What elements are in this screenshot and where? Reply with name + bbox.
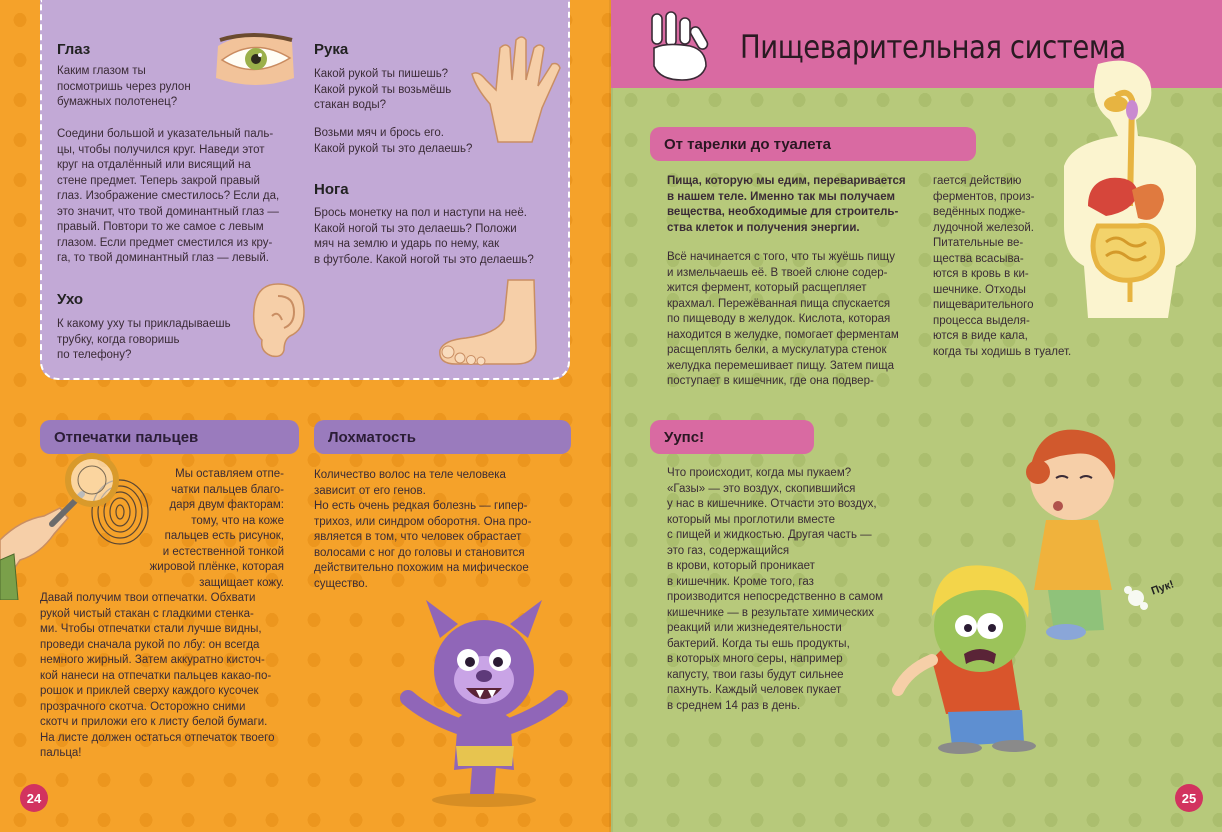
plate-lead: Пища, которую мы едим, переваривается в нашем теле. Именно так мы получаем вещества, необходимые для строитель- ства клеток и получения энергии. <box>667 175 906 234</box>
fart-sound-text: Пук! <box>1149 578 1176 598</box>
plate-body: Всё начинается с того, что ты жуёшь пищу и измельчаешь её. В твоей слюне содер- жится фермент, который расщепляет крахмал. Пережёванная пища спускается по пищеводу в желудок. Кислота, которая находится в желудке, помогает ферментам расщеплять белки, а мускулатура стенок желудка перемешивает пищу. Затем пища поступает в кишечник, где она подвер- <box>667 251 899 387</box>
eye-heading: Глаз <box>57 41 91 58</box>
fingerprints-heading: Отпечатки пальцев <box>54 428 199 446</box>
book-gutter <box>609 0 613 832</box>
fingerprints-heading-pill <box>40 420 299 454</box>
digestive-system-illustration <box>1058 56 1202 318</box>
page-number-right: 25 <box>1175 784 1203 812</box>
eye-intro: Каким глазом ты посмотришь через рулон бумажных полотенец? <box>57 65 191 108</box>
leg-heading: Нога <box>314 181 349 198</box>
hand-intro: Какой рукой ты пишешь? Какой рукой ты возьмёшь стакан воды? <box>314 68 452 111</box>
oops-heading-pill <box>650 420 814 454</box>
plate-heading-pill <box>650 127 976 161</box>
page-number-left: 24 <box>20 784 48 812</box>
magnifier-fingerprint-illustration <box>0 450 160 600</box>
oops-body: Что происходит, когда мы пукаем? «Газы» — это воздух, скопившийся у нас в кишечнике. Отчасти это воздух, который мы проглотили вместе с пищей и жидкостью. Другая часть — это газ, содержащийся в крови, который проникает в кишечник. Кроме того, газ производится непосредственно в самом кишечнике — в результате химических реакций или жизнедеятельности бактерий. Когда ты ешь продукты, в которых много серы, например капусту, твои газы будут сильнее пахнуть. Каждый человек пукает в среднем 14 раз в день. <box>667 467 883 712</box>
hairiness-heading-pill <box>314 420 571 454</box>
werewolf-illustration <box>396 598 572 808</box>
oops-heading: Уупс! <box>664 428 705 446</box>
ear-illustration <box>248 280 308 358</box>
hand-body: Возьми мяч и брось его. Какой рукой ты это делаешь? <box>314 127 473 155</box>
hairiness-body: Количество волос на теле человека зависит от его генов. Но есть очень редкая болезнь — гипер- трихоз, или синдром оборотня. Она про- является в том, что человек обрастает волосами с ног до головы и становится действительно похожим на мифическое существо. <box>314 469 532 590</box>
eye-body: Соедини большой и указательный паль- цы, чтобы получился круг. Наведи этот круг на отдалённый или висящий на стене предмет. Теперь закрой правый глаз. Изображение сместилось? Если да, это значит, что твой доминантный глаз — правый. Повтори то же самое с левым глазом. Если предмет сместился из кру- га, то твой доминантный глаз — левый. <box>57 128 280 264</box>
hairiness-heading: Лохматость <box>328 428 416 446</box>
fingerprints-intro: Мы оставляем отпе- чатки пальцев благо- даря двум факторам: тому, что на коже пальцев есть рисунок, и естественной тонкой жировой плёнке, которая защищает кожу. <box>149 468 284 589</box>
plate-heading: От тарелки до туалета <box>664 135 832 153</box>
ear-heading: Ухо <box>57 291 84 308</box>
hand-heading: Рука <box>314 41 349 58</box>
fingerprints-body: Давай получим твои отпечатки. Обхвати рукой чистый стакан с гладкими стенка- ми. Чтобы отпечатки стали лучше видны, проведи сначала рукой по лбу: он всегда немного жирный. Затем аккуратно кисточ- кой нанеси на отпечатки пальцев какао-по- рошок и приклей сверху каждого кусочек прозрачного скотча. Осторожно сними скотч и приложи его к листу белой бумаги. На листе должен остаться отпечаток твоего пальца! <box>40 592 275 759</box>
ear-body: К какому уху ты прикладываешь трубку, когда говоришь по телефону? <box>57 318 231 361</box>
leg-body: Брось монетку на пол и наступи на неё. Какой ногой ты это делаешь? Положи мяч на землю и ударь по нему, как в футболе. Какой ногой ты это делаешь? <box>314 207 534 266</box>
page-title: Пищеварительная система <box>740 28 1126 66</box>
hand-illustration <box>468 34 566 144</box>
foot-illustration <box>436 278 546 368</box>
skeleton-hand-icon <box>646 8 718 84</box>
eye-illustration <box>212 28 298 90</box>
plate-body-continued: гается действию ферментов, произ- ведённых поджe- лудочной железой. Питательные ве- щества всасыва- ются в кровь в ки- шечнике. Отходы пищеварительного процесса выделя- ются в виде кала, когда ты ходишь в туалет. <box>933 175 1072 358</box>
